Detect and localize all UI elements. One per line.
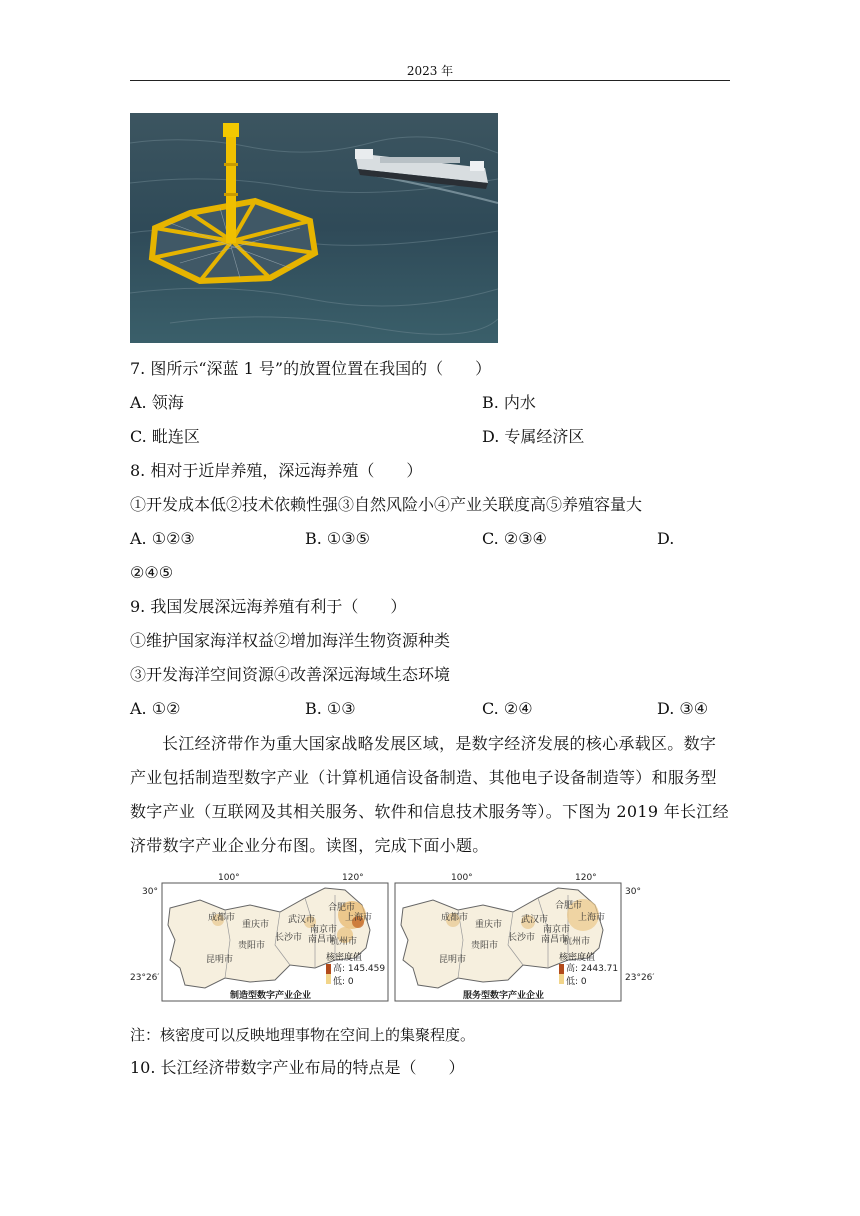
map1-city-hangzhou: 杭州市 [330,937,358,947]
q8-option-c: C. ②③④ [482,529,547,548]
map2-legend-low: 低: 0 [566,977,587,987]
map1-caption: 制造型数字产业企业 [230,991,312,1001]
map2-lat-top: 30° [625,887,641,897]
page-header: 2023 年 [406,64,454,78]
q9-option-d: D. ③④ [657,699,709,718]
map1-legend-high: 高: 145.459 [333,964,386,974]
q8-option-a: A. ①②③ [130,529,195,548]
map2-city-hangzhou: 杭州市 [563,937,591,947]
q9-option-c: C. ②④ [482,699,533,718]
map2-city-kunming: 昆明市 [439,955,467,965]
distribution-maps-figure [130,870,670,1010]
passage-text: 长江经济带作为重大国家战略发展区域，是数字经济发展的核心承载区。数字产业包括制造型数字产业（计算机通信设备制造、其他电子设备制造等）和服务型数字产业（互联网及其相关服务、软件和信息技术服务等）。下图为 2019 年长江经济带数字产业企业分布图。读图，完成下面小题。 [130,734,729,855]
figure-note: 注：核密度可以反映地理事物在空间上的集聚程度。 [130,1026,476,1044]
q8-option-b: B. ①③⑤ [305,529,370,548]
map2-legend-title: 核密度值 [559,953,596,963]
map1-lon-right: 120° [342,873,364,883]
map2-city-shanghai: 上海市 [578,913,606,923]
map2-legend-high: 高: 2443.71 [566,964,619,974]
q8-option-d: D. [657,529,675,548]
map1-lat-top: 30° [142,887,158,897]
map2-caption: 服务型数字产业企业 [463,991,545,1001]
q7-option-c: C. 毗连区 [130,427,200,446]
map2-city-nanchang: 南昌市 [541,935,569,945]
map1-city-chongqing: 重庆市 [242,920,270,930]
q7-option-b: B. 内水 [482,393,536,412]
aquaculture-photo [130,113,498,343]
map2-city-guiyang: 贵阳市 [471,941,499,951]
q9-items-line2: ③开发海洋空间资源④改善深远海域生态环境 [130,665,451,684]
q9-option-a: A. ①② [130,699,181,718]
q8-items: ①开发成本低②技术依赖性强③自然风险小④产业关联度高⑤养殖容量大 [130,495,643,514]
q9-stem: 9. 我国发展深远海养殖有利于（ ） [130,597,407,616]
map1-legend-low: 低: 0 [333,977,354,987]
q10-stem: 10. 长江经济带数字产业布局的特点是（ ） [130,1058,465,1077]
map1-city-nanjing: 南京市 [310,925,338,935]
map1-lat-bottom: 23°26′ [130,973,160,983]
q7-stem: 7. 图所示“深蓝 1 号”的放置位置在我国的（ ） [130,359,492,378]
map2-city-chongqing: 重庆市 [475,920,503,930]
q9-option-b: B. ①③ [305,699,356,718]
map2-city-chengdu: 成都市 [441,913,469,923]
map2-city-wuhan: 武汉市 [521,915,549,925]
map2-lon-right: 120° [575,873,597,883]
map1-city-wuhan: 武汉市 [288,915,316,925]
map1-city-hefei: 合肥市 [328,903,356,913]
map2-city-nanjing: 南京市 [543,925,571,935]
map1-city-shanghai: 上海市 [345,913,373,923]
map1-city-nanchang: 南昌市 [308,935,336,945]
q8-option-d-continued: ②④⑤ [130,563,174,582]
map1-city-chengdu: 成都市 [208,913,236,923]
q7-option-d: D. 专属经济区 [482,427,585,446]
q8-stem: 8. 相对于近岸养殖，深远海养殖（ ） [130,461,423,480]
map1-legend-title: 核密度值 [326,953,363,963]
map1-city-guiyang: 贵阳市 [238,941,266,951]
manufacturing-map [130,873,388,1001]
map2-city-hefei: 合肥市 [555,901,583,911]
map1-city-kunming: 昆明市 [206,955,234,965]
map1-city-changsha: 长沙市 [275,933,303,943]
map2-city-changsha: 长沙市 [508,933,536,943]
service-map [395,873,654,1001]
q7-option-a: A. 领海 [130,393,184,412]
map1-lon-left: 100° [218,873,240,883]
header-rule [130,80,730,81]
map2-lon-left: 100° [451,873,473,883]
q9-items-line1: ①维护国家海洋权益②增加海洋生物资源种类 [130,631,451,650]
map2-lat-bottom: 23°26′ [625,973,655,983]
